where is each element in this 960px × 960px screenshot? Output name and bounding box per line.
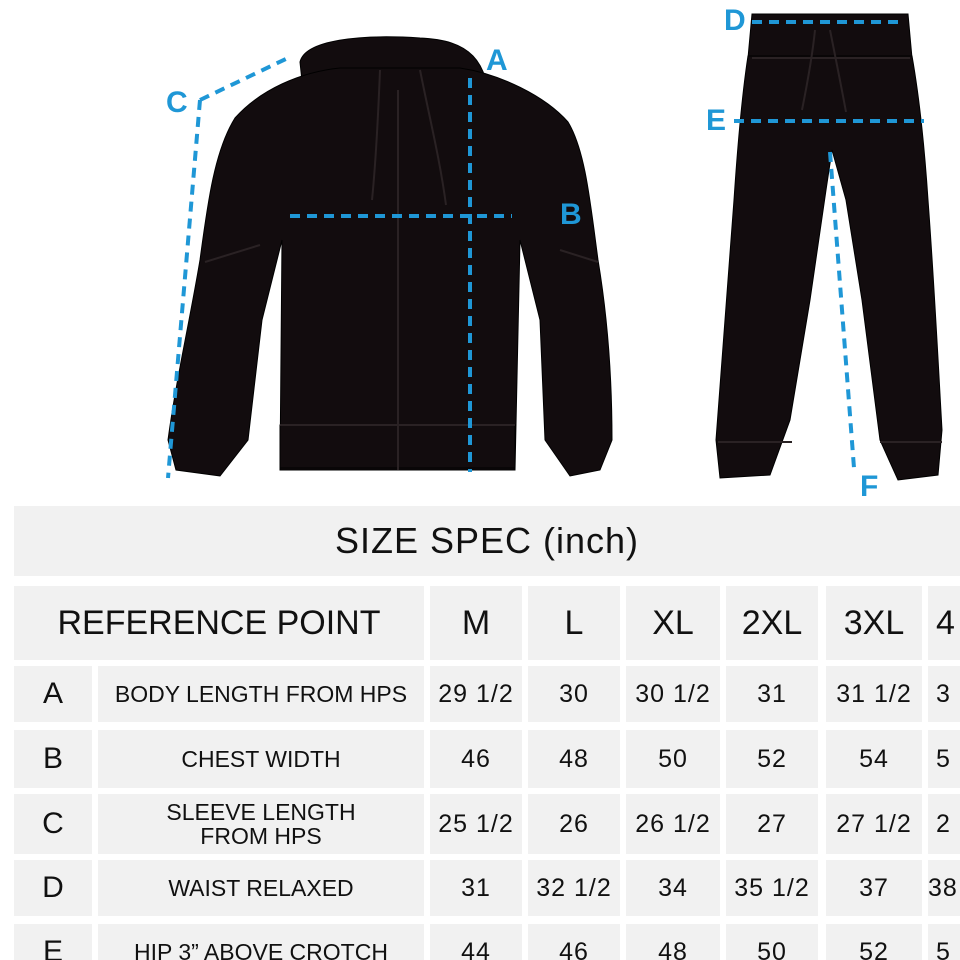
value-a-4xl: 3 bbox=[928, 666, 960, 722]
size-header-m: M bbox=[430, 586, 522, 660]
value-a-2xl: 31 bbox=[726, 666, 818, 722]
row-desc-c: SLEEVE LENGTH FROM HPS bbox=[98, 794, 424, 854]
value-c-3xl: 27 1/2 bbox=[826, 794, 922, 854]
size-header-2xl: 2XL bbox=[726, 586, 818, 660]
measure-label-f: F bbox=[860, 470, 879, 503]
value-d-3xl: 37 bbox=[826, 860, 922, 916]
row-letter-b: B bbox=[14, 730, 92, 788]
value-a-3xl: 31 1/2 bbox=[826, 666, 922, 722]
row-letter-c: C bbox=[14, 794, 92, 854]
value-e-m: 44 bbox=[430, 924, 522, 960]
value-b-m: 46 bbox=[430, 730, 522, 788]
value-b-2xl: 52 bbox=[726, 730, 818, 788]
value-c-l: 26 bbox=[528, 794, 620, 854]
value-e-xl: 48 bbox=[626, 924, 720, 960]
row-desc-a: BODY LENGTH FROM HPS bbox=[98, 666, 424, 722]
value-c-4xl: 2 bbox=[928, 794, 960, 854]
size-header-xl: XL bbox=[626, 586, 720, 660]
reference-point-header: REFERENCE POINT bbox=[14, 586, 424, 660]
value-e-4xl: 5 bbox=[928, 924, 960, 960]
measure-label-a: A bbox=[486, 44, 508, 77]
measure-label-c: C bbox=[166, 86, 188, 119]
value-b-4xl: 5 bbox=[928, 730, 960, 788]
size-header-4xl: 4 bbox=[928, 586, 960, 660]
value-d-2xl: 35 1/2 bbox=[726, 860, 818, 916]
value-c-m: 25 1/2 bbox=[430, 794, 522, 854]
value-e-2xl: 50 bbox=[726, 924, 818, 960]
value-a-xl: 30 1/2 bbox=[626, 666, 720, 722]
row-desc-b: CHEST WIDTH bbox=[98, 730, 424, 788]
value-c-xl: 26 1/2 bbox=[626, 794, 720, 854]
row-desc-e: HIP 3” ABOVE CROTCH bbox=[98, 924, 424, 960]
value-d-m: 31 bbox=[430, 860, 522, 916]
value-e-l: 46 bbox=[528, 924, 620, 960]
row-desc-d: WAIST RELAXED bbox=[98, 860, 424, 916]
value-e-3xl: 52 bbox=[826, 924, 922, 960]
row-letter-d: D bbox=[14, 860, 92, 916]
value-b-l: 48 bbox=[528, 730, 620, 788]
value-d-4xl: 38 bbox=[928, 860, 960, 916]
measure-label-b: B bbox=[560, 198, 582, 231]
size-spec-table bbox=[0, 500, 960, 960]
table-title: SIZE SPEC (inch) bbox=[14, 506, 960, 576]
measure-label-e: E bbox=[706, 104, 727, 137]
size-header-l: L bbox=[528, 586, 620, 660]
size-header-3xl: 3XL bbox=[826, 586, 922, 660]
value-d-xl: 34 bbox=[626, 860, 720, 916]
measure-label-d: D bbox=[724, 4, 746, 37]
row-letter-a: A bbox=[14, 666, 92, 722]
value-b-xl: 50 bbox=[626, 730, 720, 788]
value-d-l: 32 1/2 bbox=[528, 860, 620, 916]
value-b-3xl: 54 bbox=[826, 730, 922, 788]
hoodie-image bbox=[168, 37, 612, 476]
value-a-l: 30 bbox=[528, 666, 620, 722]
value-a-m: 29 1/2 bbox=[430, 666, 522, 722]
pants-image bbox=[716, 14, 942, 480]
row-letter-e: E bbox=[14, 924, 92, 960]
value-c-2xl: 27 bbox=[726, 794, 818, 854]
